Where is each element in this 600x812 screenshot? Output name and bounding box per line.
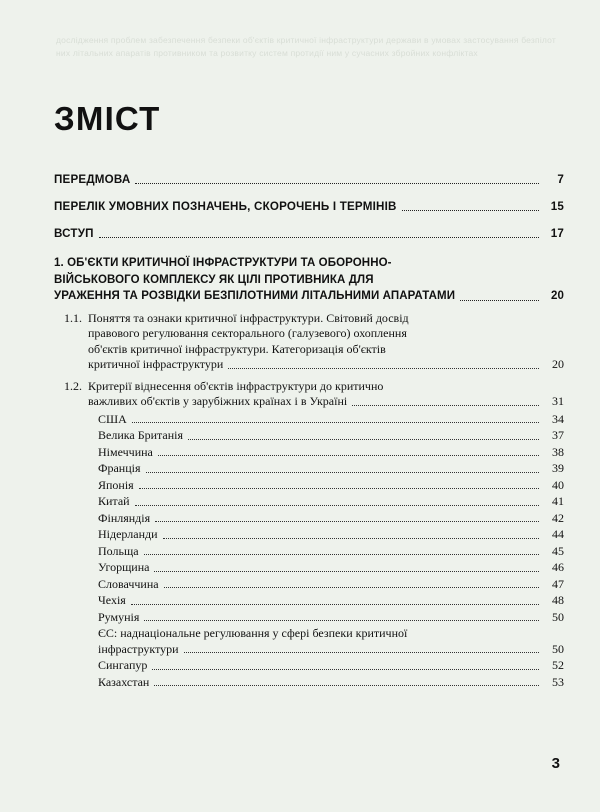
toc-entry-vstup[interactable] (54, 226, 564, 241)
dot-leader (184, 652, 539, 653)
toc-entry-country-finliandiia[interactable] (54, 511, 564, 527)
toc-label-line-1: ЄС: наднаціональне регулювання у сфері безпеки критичної (98, 626, 408, 640)
toc-page: 34 (552, 411, 564, 426)
toc-entry-section-1[interactable] (54, 255, 564, 305)
dot-leader (163, 538, 539, 539)
dot-leader (188, 439, 539, 440)
dot-leader (146, 472, 539, 473)
toc-page: 52 (552, 658, 564, 672)
toc-entry-country-nimechchyna[interactable] (54, 445, 564, 461)
dot-leader (228, 368, 539, 369)
toc-page: 41 (552, 494, 564, 508)
toc-entry-country-polshcha[interactable] (54, 544, 564, 560)
toc-page: 20 (552, 357, 564, 371)
toc-page: 40 (552, 477, 564, 492)
toc-label: Фінляндія (98, 510, 151, 525)
toc-page: 39 (552, 461, 564, 475)
toc-label: Франція (98, 461, 141, 475)
toc-entry-perelik-umovnyh-poznachen[interactable] (54, 199, 564, 214)
toc-page: 42 (552, 510, 564, 525)
dot-leader (132, 422, 539, 423)
toc-page: 50 (552, 641, 564, 656)
toc-page: 46 (552, 560, 564, 574)
table-of-contents (54, 160, 564, 691)
dot-leader (155, 521, 539, 522)
toc-entry-country-slovachchyna[interactable] (54, 577, 564, 593)
toc-entry-country-sinhapur[interactable] (54, 658, 564, 674)
toc-page: 45 (552, 543, 564, 558)
toc-label-line-4: критичної інфраструктури (88, 357, 224, 371)
page-number: 3 (551, 755, 560, 772)
toc-entry-1-2[interactable] (54, 379, 564, 410)
toc-entry-country-kazakhstan[interactable] (54, 675, 564, 691)
toc-entry-country-niderlandy[interactable] (54, 527, 564, 543)
toc-label-line-2: інфраструктури (98, 641, 179, 656)
toc-label: Румунія (98, 609, 140, 624)
dot-leader (154, 685, 539, 686)
toc-page: 20 (551, 290, 564, 302)
toc-label-line-1: Критерії віднесення об'єктів інфраструктури до критично (88, 378, 384, 393)
toc-entry-country-uhorshchyna[interactable] (54, 560, 564, 576)
toc-entry-country-chekhiia[interactable] (54, 593, 564, 609)
dot-leader (154, 571, 539, 572)
toc-label: Нідерланди (98, 527, 158, 541)
toc-page: 7 (557, 173, 564, 186)
toc-label-line-2: правового регулювання секторального (галузевого) охоплення (88, 326, 407, 340)
toc-page: 38 (552, 444, 564, 459)
dot-leader (352, 405, 539, 406)
toc-label-line-1: Поняття та ознаки критичної інфраструктури. Світовий досвід (88, 310, 409, 325)
dot-leader (144, 554, 539, 555)
toc-page: 53 (552, 674, 564, 689)
dot-leader (139, 488, 539, 489)
toc-page: 37 (552, 428, 564, 442)
dot-leader (164, 587, 539, 588)
toc-label: Китай (98, 494, 130, 508)
toc-label: США (98, 411, 127, 426)
toc-label-line-3: об'єктів критичної інфраструктури. Категоризація об'єктів (88, 341, 386, 356)
toc-entry-1-1[interactable] (54, 311, 564, 373)
toc-entry-peredmova[interactable] (54, 172, 564, 187)
toc-page: 44 (552, 527, 564, 541)
toc-label-line-1: 1. ОБ'ЄКТИ КРИТИЧНОЇ ІНФРАСТРУКТУРИ ТА ОБОРОННО- (54, 257, 392, 269)
toc-label: Словаччина (98, 576, 159, 591)
toc-entry-country-yaponiia[interactable] (54, 478, 564, 494)
page-title: ЗМІСТ (54, 100, 161, 137)
toc-number: 1.2. (64, 378, 82, 393)
toc-entry-country-velyka-brytaniia[interactable] (54, 428, 564, 444)
toc-page: 48 (552, 593, 564, 607)
toc-page: 50 (552, 609, 564, 624)
toc-entry-eu-regulation[interactable] (54, 626, 564, 657)
toc-label: ПЕРЕДМОВА (54, 173, 131, 186)
toc-page: 15 (550, 200, 564, 213)
dot-leader (135, 505, 539, 506)
toc-page: 31 (552, 394, 564, 408)
toc-entry-country-usa[interactable] (54, 412, 564, 428)
dot-leader (402, 210, 539, 211)
toc-label-line-3: УРАЖЕННЯ ТА РОЗВІДКИ БЕЗПІЛОТНИМИ ЛІТАЛЬНИМИ АПАРАТАМИ (54, 290, 456, 302)
toc-entry-country-frantsiia[interactable] (54, 461, 564, 477)
dot-leader (460, 300, 539, 301)
dot-leader (99, 237, 539, 238)
toc-label: Польща (98, 543, 139, 558)
toc-entry-country-kytai[interactable] (54, 494, 564, 510)
toc-label: Сингапур (98, 658, 148, 672)
dot-leader (135, 183, 539, 184)
toc-label: Велика Британія (98, 428, 184, 442)
toc-page: 47 (552, 576, 564, 591)
ghost-bleed-text: дослідження проблем забезпечення безпеки об'єктів критичної інфраструктури держави в умовах застосування безпілотних літальних апаратів противником та розвитку систем протидії ним у сучасних збройних конфліктах (56, 35, 556, 58)
toc-label: Казахстан (98, 674, 150, 689)
dot-leader (131, 604, 539, 605)
toc-label: ПЕРЕЛІК УМОВНИХ ПОЗНАЧЕНЬ, СКОРОЧЕНЬ І ТЕРМІНІВ (54, 200, 397, 213)
toc-label: Німеччина (98, 444, 153, 459)
toc-label: ВСТУП (54, 227, 94, 240)
dot-leader (152, 669, 539, 670)
toc-entry-country-rumuniia[interactable] (54, 610, 564, 626)
toc-page: 17 (550, 227, 564, 240)
toc-number: 1.1. (64, 310, 82, 325)
toc-label: Угорщина (98, 560, 150, 574)
dot-leader (158, 455, 539, 456)
toc-label: Чехія (98, 593, 126, 607)
dot-leader (144, 620, 539, 621)
toc-label: Японія (98, 477, 134, 492)
toc-label-line-2: важливих об'єктів у зарубіжних країнах і в Україні (88, 394, 348, 408)
toc-label-line-2: ВІЙСЬКОВОГО КОМПЛЕКСУ ЯК ЦІЛІ ПРОТИВНИКА ДЛЯ (54, 273, 374, 286)
